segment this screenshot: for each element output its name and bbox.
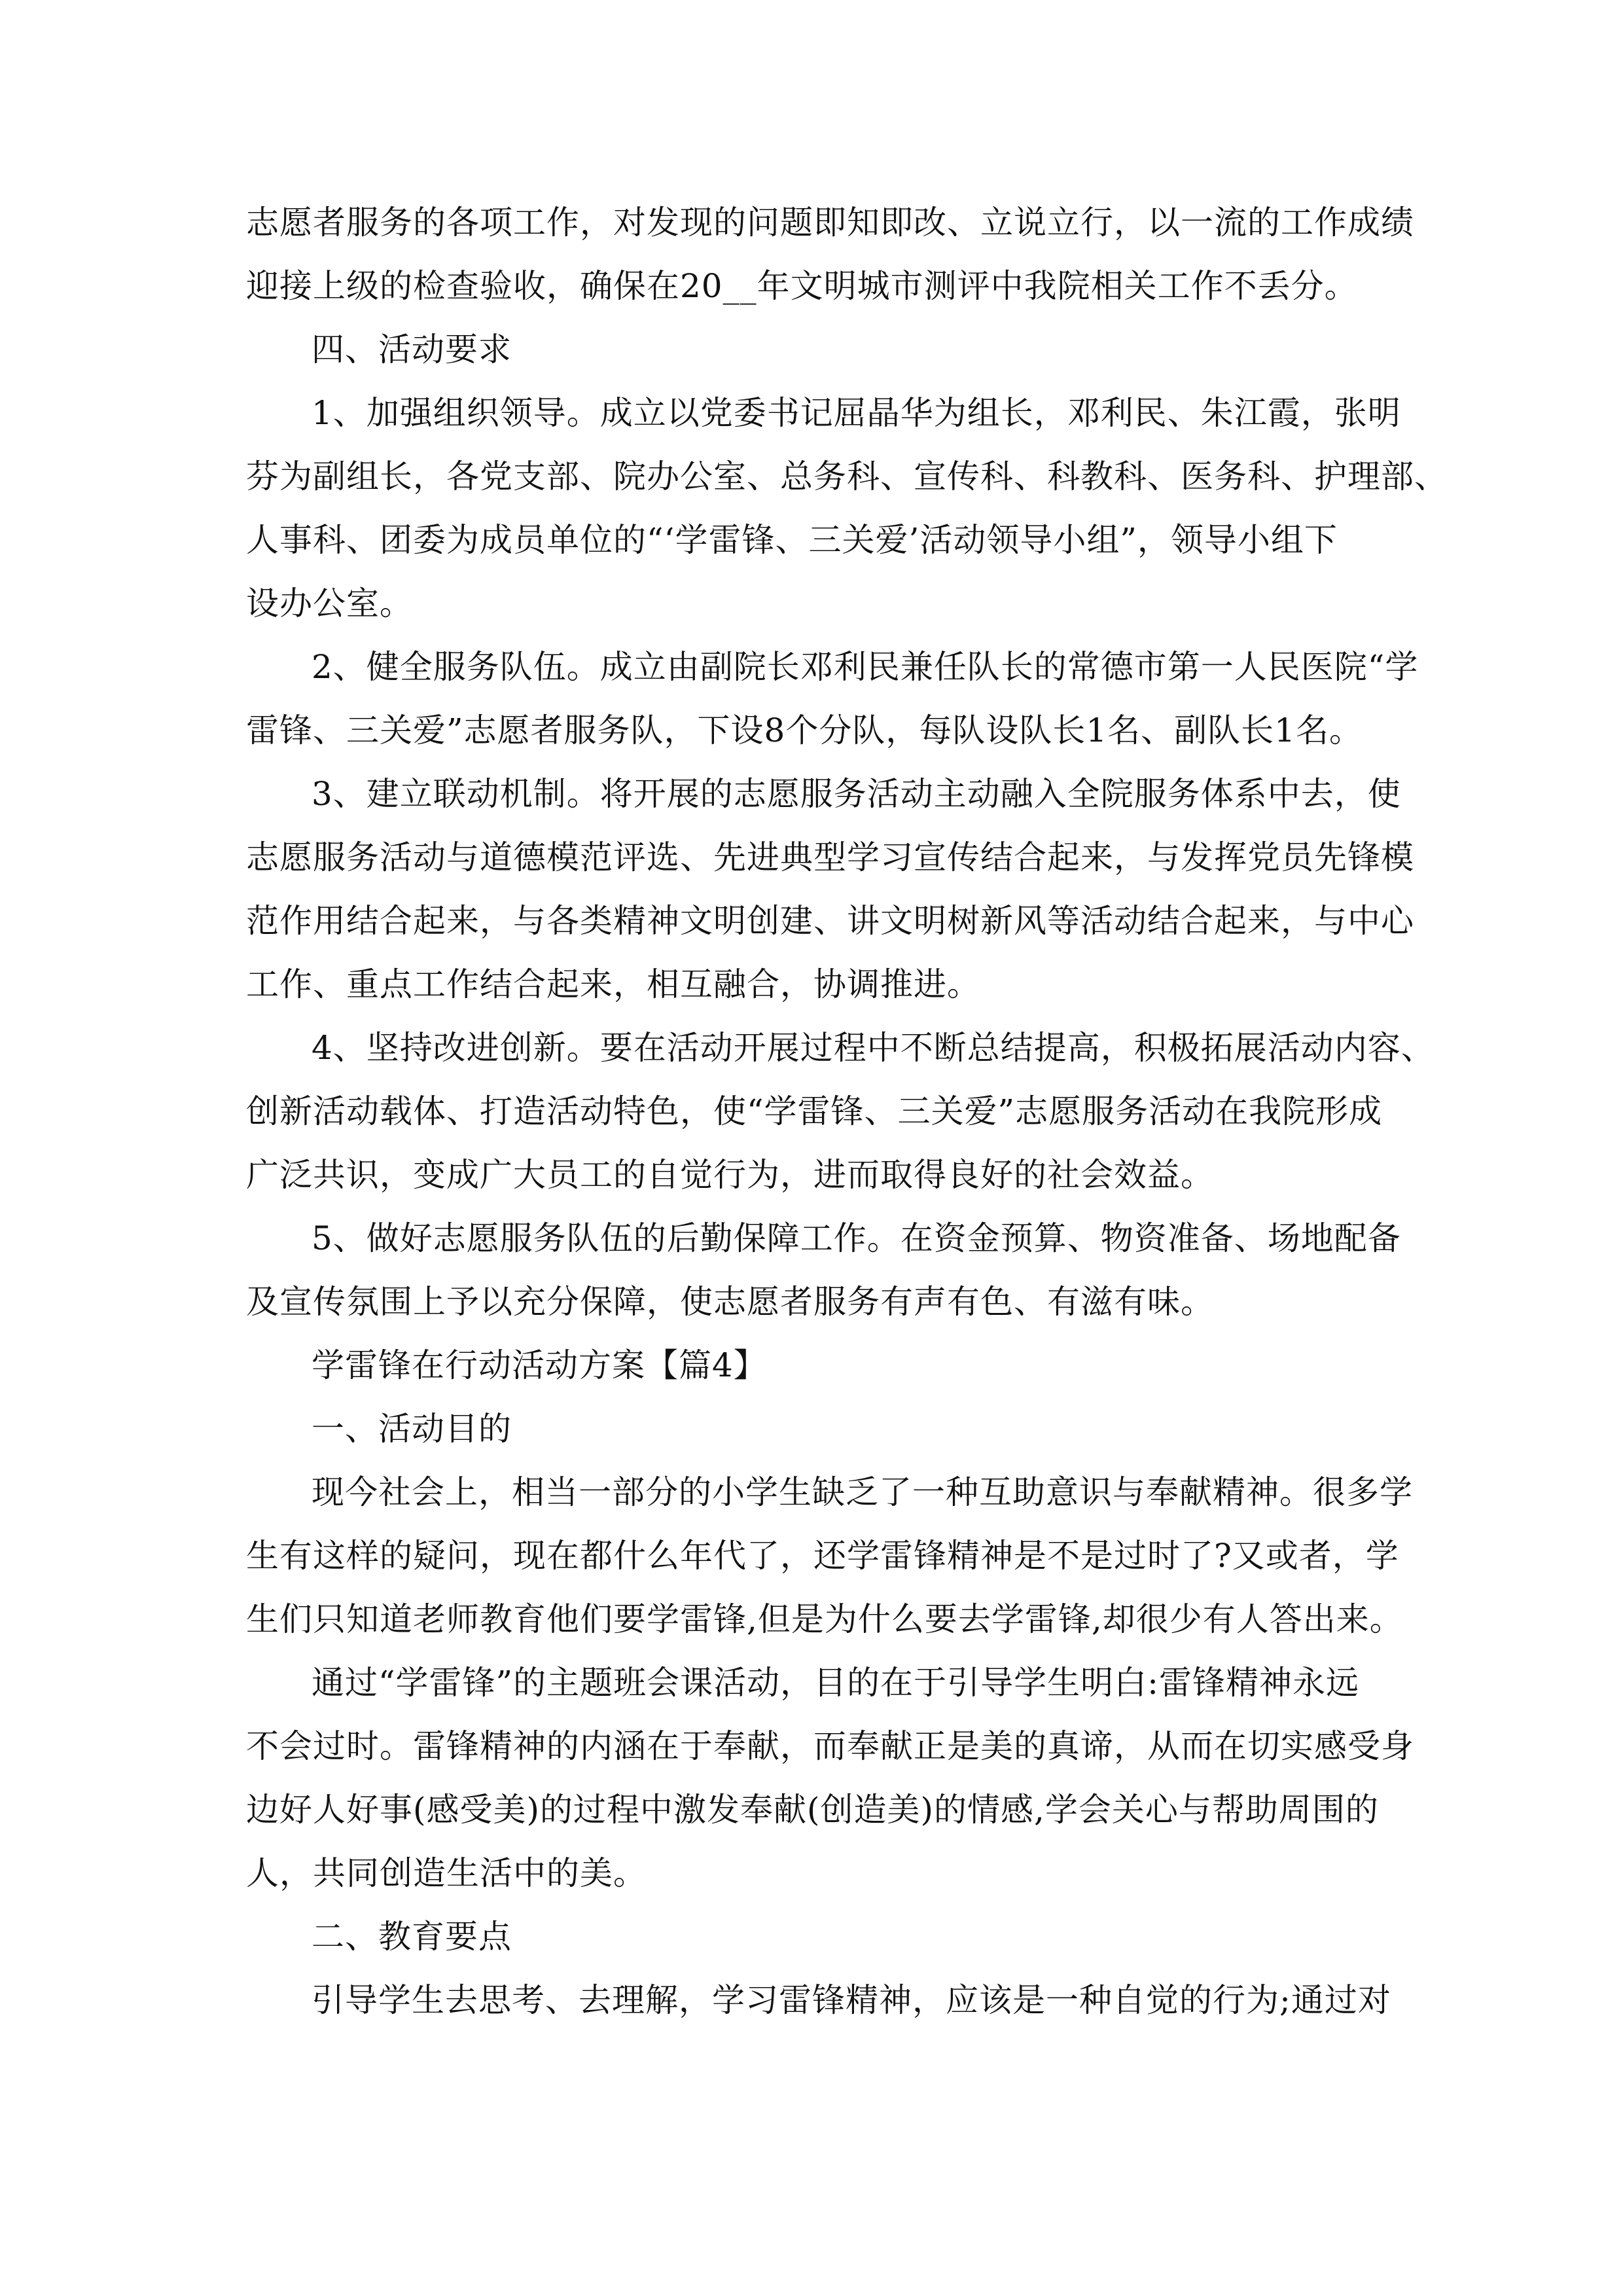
- paragraph-line: 4、坚持改进创新。要在活动开展过程中不断总结提高，积极拓展活动内容、: [312, 1029, 1435, 1067]
- paragraph-line: 广泛共识，变成广大员工的自觉行为，进而取得良好的社会效益。: [246, 1156, 1214, 1194]
- paragraph-line: 3、建立联动机制。将开展的志愿服务活动主动融入全院服务体系中去，使: [312, 775, 1401, 813]
- paragraph-line: 创新活动载体、打造活动特色，使“学雷锋、三关爱”志愿服务活动在我院形成: [246, 1092, 1383, 1130]
- paragraph-line: 生们只知道老师教育他们要学雷锋,但是为什么要去学雷锋,却很少有人答出来。: [246, 1600, 1403, 1638]
- paragraph-line: 边好人好事(感受美)的过程中激发奉献(创造美)的情感,学会关心与帮助周围的: [246, 1791, 1379, 1829]
- paragraph-line: 芬为副组长，各党支部、院办公室、总务科、宣传科、科教科、医务科、护理部、: [246, 457, 1448, 495]
- paragraph-line: 设办公室。: [246, 584, 413, 622]
- section-heading: 四、活动要求: [312, 331, 512, 368]
- paragraph-line: 现今社会上，相当一部分的小学生缺乏了一种互助意识与奉献精神。很多学: [312, 1473, 1413, 1511]
- paragraph-line: 不会过时。雷锋精神的内涵在于奉献，而奉献正是美的真谛，从而在切实感受身: [246, 1727, 1414, 1765]
- paragraph-line: 工作、重点工作结合起来，相互融合，协调推进。: [246, 965, 980, 1003]
- paragraph-line: 志愿者服务的各项工作，对发现的问题即知即改、立说立行，以一流的工作成绩: [246, 204, 1414, 242]
- paragraph-line: 迎接上级的检查验收，确保在20__年文明城市测评中我院相关工作不丢分。: [246, 267, 1358, 305]
- paragraph-line: 雷锋、三关爱”志愿者服务队，下设8个分队，每队设队长1名、副队长1名。: [246, 711, 1363, 749]
- paragraph-line: 志愿服务活动与道德模范评选、先进典型学习宣传结合起来，与发挥党员先锋模: [246, 838, 1414, 876]
- paragraph-line: 1、加强组织领导。成立以党委书记屈晶华为组长，邓利民、朱江霞，张明: [312, 394, 1401, 432]
- paragraph-line: 人事科、团委为成员单位的“‘学雷锋、三关爱’活动领导小组”，领导小组下: [246, 521, 1338, 559]
- paragraph-line: 生有这样的疑问，现在都什么年代了，还学雷锋精神是不是过时了?又或者，学: [246, 1537, 1399, 1575]
- section-heading: 一、活动目的: [312, 1410, 512, 1448]
- paragraph-line: 2、健全服务队伍。成立由副院长邓利民兼任队长的常德市第一人民医院“学: [312, 648, 1419, 686]
- paragraph-line: 人，共同创造生活中的美。: [246, 1854, 647, 1892]
- document-body: [246, 191, 1448, 2032]
- paragraph-line: 范作用结合起来，与各类精神文明创建、讲文明树新风等活动结合起来，与中心: [246, 902, 1414, 940]
- paragraph-line: 及宣传氛围上予以充分保障，使志愿者服务有声有色、有滋有味。: [246, 1283, 1214, 1321]
- paragraph-line: 引导学生去思考、去理解，学习雷锋精神，应该是一种自觉的行为;通过对: [312, 1981, 1391, 2019]
- section-title: 学雷锋在行动活动方案【篇4】: [312, 1346, 767, 1384]
- section-heading: 二、教育要点: [312, 1918, 512, 1956]
- paragraph-line: 通过“学雷锋”的主题班会课活动，目的在于引导学生明白:雷锋精神永远: [312, 1664, 1359, 1702]
- paragraph-line: 5、做好志愿服务队伍的后勤保障工作。在资金预算、物资准备、场地配备: [312, 1219, 1401, 1257]
